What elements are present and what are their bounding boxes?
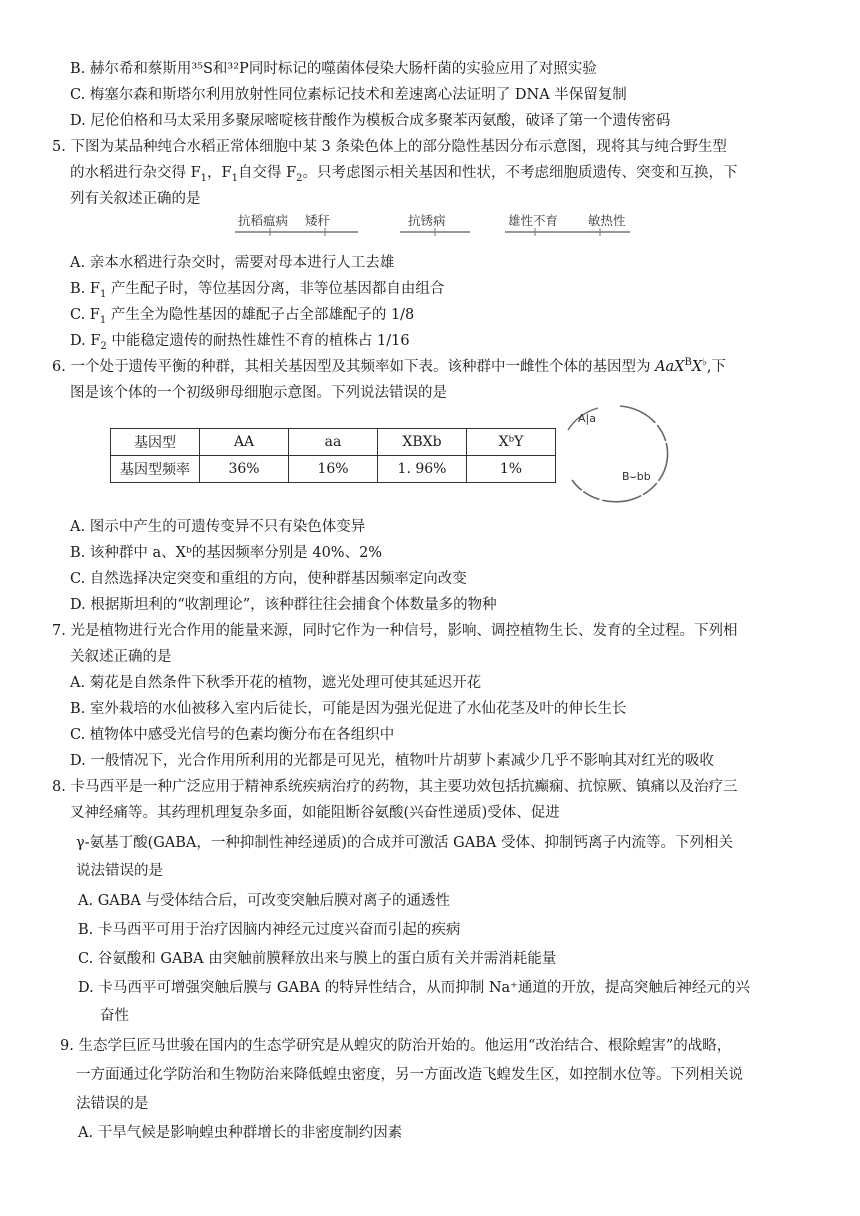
q8-option-c: C. 谷氨酸和 GABA 由突触前膜释放出来与膜上的蛋白质有关并需消耗能量 (78, 951, 557, 967)
q8-option-b: B. 卡马西平可用于治疗因脑内神经元过度兴奋而引起的疾病 (78, 922, 461, 938)
gene-label: 雄性不育 (508, 213, 559, 228)
q7-option-b: B. 室外栽培的水仙被移入室内后徒长，可能是因为强光促进了水仙花茎及叶的伸长生长 (70, 701, 627, 717)
genotype-frequency-table (110, 428, 556, 483)
chromosome-label-bottom: B⌣bb (622, 470, 651, 483)
q5-stem-line2: 的水稻进行杂交得 $F_1$，$F_1$自交得 $F_2$。只考虑图示相关基因和性状，不考虑细胞质遗传、突变和互换，下 (70, 165, 738, 184)
q6-stem-line1: 6. 一个处于遗传平衡的种群，其相关基因型及其频率如下表。该种群中一雌性个体的基因型为 AaX$^B$X♭,下 (52, 357, 727, 375)
q6-option-c: C. 自然选择决定突变和重组的方向，使种群基因频率定向改变 (70, 571, 467, 587)
q8-stem-line2: 叉神经痛等。其药理机理复杂多面，如能阻断谷氨酸(兴奋性递质)受体、促进 (70, 805, 560, 821)
gene-label: 矮秆 (305, 213, 331, 228)
q8-option-a: A. GABA 与受体结合后，可改变突触后膜对离子的通透性 (78, 893, 450, 909)
q5-option-c: C. $F_1$ 产生全为隐性基因的雄配子占全部雄配子的 1/8 (70, 307, 415, 326)
q5-option-a: A. 亲本水稻进行杂交时，需要对母本进行人工去雄 (70, 255, 395, 271)
q5-stem-line3: 列有关叙述正确的是 (70, 191, 201, 207)
table-cell: AA (200, 429, 289, 456)
table-row (111, 456, 556, 483)
q7-option-a: A. 菊花是自然条件下秋季开花的植物，遮光处理可使其延迟开花 (70, 675, 482, 691)
q6-option-d: D. 根据斯坦利的“收割理论”，该种群往往会捕食个体数量多的物种 (70, 597, 497, 613)
chromosome-label-top: A|a (578, 412, 596, 425)
q5-option-d: D. $F_2$ 中能稳定遗传的耐热性雄性不育的植株占 1/16 (70, 333, 410, 352)
q4-option-b: B. 赫尔希和蔡斯用³⁵S和³²P同时标记的噬菌体侵染大肠杆菌的实验应用了对照实验 (70, 61, 597, 77)
table-row (111, 429, 556, 456)
q6-option-b: B. 该种群中 a、Xᵇ的基因频率分别是 40%、2% (70, 545, 383, 561)
table-cell: aa (289, 429, 378, 456)
table-cell: 1% (467, 456, 556, 483)
q7-stem-line2: 关叙述正确的是 (70, 649, 172, 665)
q9-stem-line1: 9. 生态学巨匠马世骏在国内的生态学研究是从蝗灾的防治开始的。他运用“改治结合、根除蝗害”的战略， (60, 1038, 732, 1054)
q4-option-d: D. 尼伦伯格和马太采用多聚尿嘧啶核苷酸作为模板合成多聚苯丙氨酸，破译了第一个遗传密码 (70, 113, 671, 129)
gene-label: 敏热性 (588, 213, 626, 228)
q9-option-a: A. 干旱气候是影响蝗虫种群增长的非密度制约因素 (78, 1125, 403, 1141)
table-cell: XᵇY (467, 429, 556, 456)
q6-stem-line2: 图是该个体的一个初级卵母细胞示意图。下列说法错误的是 (70, 385, 447, 401)
q9-stem-line2: 一方面通过化学防治和生物防治来降低蝗虫密度，另一方面改造飞蝗发生区，如控制水位等。下列相关说 (76, 1067, 743, 1083)
gene-label: 抗稻瘟病 (238, 213, 289, 228)
q7-stem-line1: 7. 光是植物进行光合作用的能量来源，同时它作为一种信号，影响、调控植物生长、发育的全过程。下列相 (52, 623, 738, 639)
table-cell: XBXb (378, 429, 467, 456)
q8-stem-line3: γ-氨基丁酸(GABA，一种抑制性神经递质)的合成并可激活 GABA 受体、抑制钙离子内流等。下列相关 (76, 835, 733, 851)
q8-option-d-line1: D. 卡马西平可增强突触后膜与 GABA 的特异性结合，从而抑制 Na⁺通道的开放，提高突触后神经元的兴 (78, 980, 750, 996)
q9-stem-line3: 法错误的是 (76, 1096, 149, 1112)
q8-option-d-line2: 奋性 (100, 1008, 129, 1024)
q5-chromosome-figure (230, 208, 650, 242)
q7-option-c: C. 植物体中感受光信号的色素均衡分布在各组织中 (70, 727, 395, 743)
oocyte-cell-figure (558, 400, 678, 508)
table-cell: 36% (200, 456, 289, 483)
table-cell: 16% (289, 456, 378, 483)
q5-option-b: B. $F_1$ 产生配子时，等位基因分离，非等位基因都自由组合 (70, 281, 445, 300)
q5-stem-line1: 5. 下图为某品种纯合水稻正常体细胞中某 3 条染色体上的部分隐性基因分布示意图，现将其与纯合野生型 (52, 139, 727, 155)
table-cell: 1. 96% (378, 456, 467, 483)
q6-option-a: A. 图示中产生的可遗传变异不只有染色体变异 (70, 519, 366, 535)
table-header-cell: 基因型 (111, 429, 200, 456)
q7-option-d: D. 一般情况下，光合作用所利用的光都是可见光，植物叶片胡萝卜素减少几乎不影响其对红光的吸收 (70, 753, 714, 769)
q8-stem-line4: 说法错误的是 (76, 863, 163, 879)
gene-label: 抗锈病 (408, 213, 446, 228)
q4-option-c: C. 梅塞尔森和斯塔尔利用放射性同位素标记技术和差速离心法证明了 DNA 半保留复制 (70, 87, 627, 103)
table-header-cell: 基因型频率 (111, 456, 200, 483)
q8-stem-line1: 8. 卡马西平是一种广泛应用于精神系统疾病治疗的药物，其主要功效包括抗癫痫、抗惊厥、镇痛以及治疗三 (52, 779, 738, 795)
